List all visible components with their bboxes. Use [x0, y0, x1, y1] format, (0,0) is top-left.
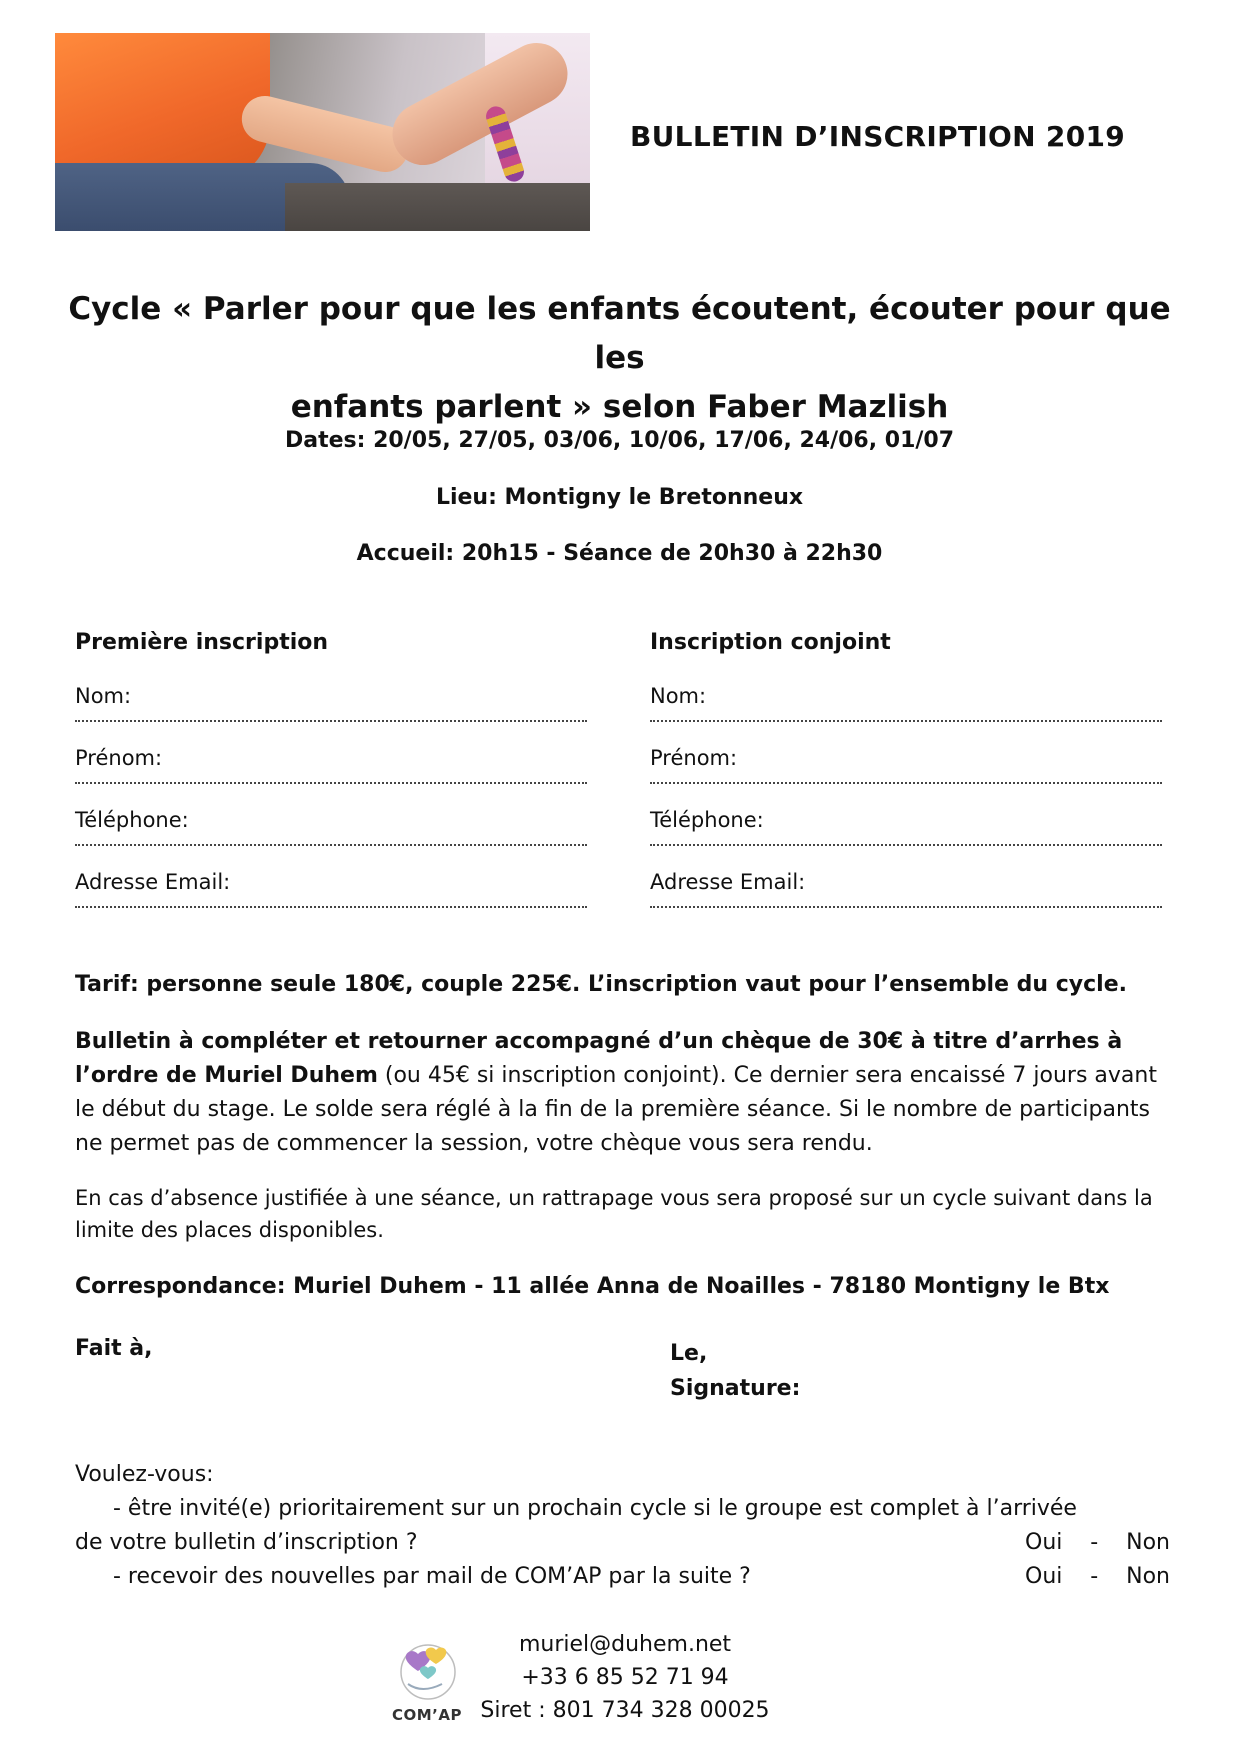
dotted-line [650, 782, 1162, 784]
question-2-text: - recevoir des nouvelles par mail de COM’AP par la suite ? [113, 1564, 751, 1589]
questions-block [75, 1458, 1170, 1594]
email-field[interactable] [75, 856, 587, 918]
contact-email[interactable]: muriel@duhem.net [518, 1632, 732, 1657]
document-title: BULLETIN D’INSCRIPTION 2019 [630, 120, 1126, 153]
correspondance-line: Correspondance: Muriel Duhem - 11 allée Anna de Noailles - 78180 Montigny le Btx [75, 1274, 1110, 1299]
dotted-line [75, 782, 587, 784]
header-photo [55, 33, 590, 231]
dotted-line [75, 844, 587, 846]
spouse-registration-heading: Inscription conjoint [650, 630, 891, 655]
phone-field[interactable] [75, 794, 587, 856]
spouse-email-field[interactable] [650, 856, 1162, 918]
cycle-title [60, 285, 1179, 432]
field-label: Nom: [75, 684, 132, 708]
cycle-title-line1: Cycle « Parler pour que les enfants écoutent, écouter pour que les [68, 291, 1171, 376]
separator: - [1090, 1530, 1099, 1555]
question-1-line2: de votre bulletin d’inscription ? [75, 1530, 418, 1555]
dotted-line [650, 906, 1162, 908]
bulletin-text: (ou 45€ si inscription conjoint). Ce dernier sera encaissé 7 jours avant le début du stage. Le solde sera réglé à la fin de la première séance. Si le nombre de participants ne permet pas de commencer la session, votre chèque vous sera rendu. [75, 1063, 1157, 1156]
spouse-registration-form [650, 630, 1162, 918]
field-label: Téléphone: [650, 808, 764, 832]
oui-option[interactable]: Oui [1025, 1530, 1063, 1555]
le-label: Le, [670, 1341, 708, 1366]
first-registration-heading: Première inscription [75, 630, 329, 655]
name-field[interactable] [75, 670, 587, 732]
field-label: Adresse Email: [650, 870, 806, 894]
absence-paragraph: En cas d’absence justifiée à une séance, un rattrapage vous sera proposé sur un cycle suivant dans la limite des places disponibles. [75, 1186, 1153, 1242]
signature-label: Signature: [670, 1376, 801, 1401]
tarif-paragraph: Tarif: personne seule 180€, couple 225€. L’inscription vaut pour l’ensemble du cycle. [75, 972, 1127, 997]
non-option[interactable]: Non [1126, 1530, 1170, 1555]
bulletin-paragraph [75, 1025, 1175, 1161]
dotted-line [75, 906, 587, 908]
separator: - [1090, 1564, 1099, 1589]
dotted-line [650, 844, 1162, 846]
lieu-line: Lieu: Montigny le Bretonneux [435, 485, 804, 510]
non-option[interactable]: Non [1126, 1564, 1170, 1589]
dotted-line [75, 720, 587, 722]
cycle-title-line2: enfants parlent » selon Faber Mazlish [290, 389, 949, 425]
dates-line: Dates: 20/05, 27/05, 03/06, 10/06, 17/06, 24/06, 01/07 [284, 428, 955, 453]
spouse-name-field[interactable] [650, 670, 1162, 732]
field-label: Nom: [650, 684, 707, 708]
question-2-row [75, 1560, 1170, 1594]
dotted-line [650, 720, 1162, 722]
answer-options-1 [1025, 1526, 1170, 1560]
spouse-phone-field[interactable] [650, 794, 1162, 856]
field-label: Téléphone: [75, 808, 189, 832]
oui-option[interactable]: Oui [1025, 1564, 1063, 1589]
question-1-row [75, 1526, 1170, 1560]
first-registration-form [75, 630, 587, 918]
contact-siret: Siret : 801 734 328 00025 [480, 1698, 770, 1723]
field-label: Prénom: [650, 746, 738, 770]
date-signature-block [670, 1336, 800, 1406]
questions-intro: Voulez-vous: [75, 1462, 214, 1487]
comap-logo-text: COM’AP [392, 1706, 462, 1724]
field-label: Prénom: [75, 746, 163, 770]
question-1-line1: - être invité(e) prioritairement sur un prochain cycle si le groupe est complet à l’arrivée [113, 1496, 1077, 1521]
bulletin-bold-text: Bulletin à compléter et retourner accompagné d’un chèque de 30€ à titre d’arrhes à l’ordre de Muriel Duhem [75, 1029, 1123, 1088]
fait-a-label: Fait à, [75, 1336, 153, 1361]
firstname-field[interactable] [75, 732, 587, 794]
contact-block [480, 1628, 770, 1727]
accueil-line: Accueil: 20h15 - Séance de 20h30 à 22h30 [356, 541, 883, 566]
spouse-firstname-field[interactable] [650, 732, 1162, 794]
field-label: Adresse Email: [75, 870, 231, 894]
contact-phone: +33 6 85 52 71 94 [521, 1665, 729, 1690]
answer-options-2 [1025, 1560, 1170, 1594]
